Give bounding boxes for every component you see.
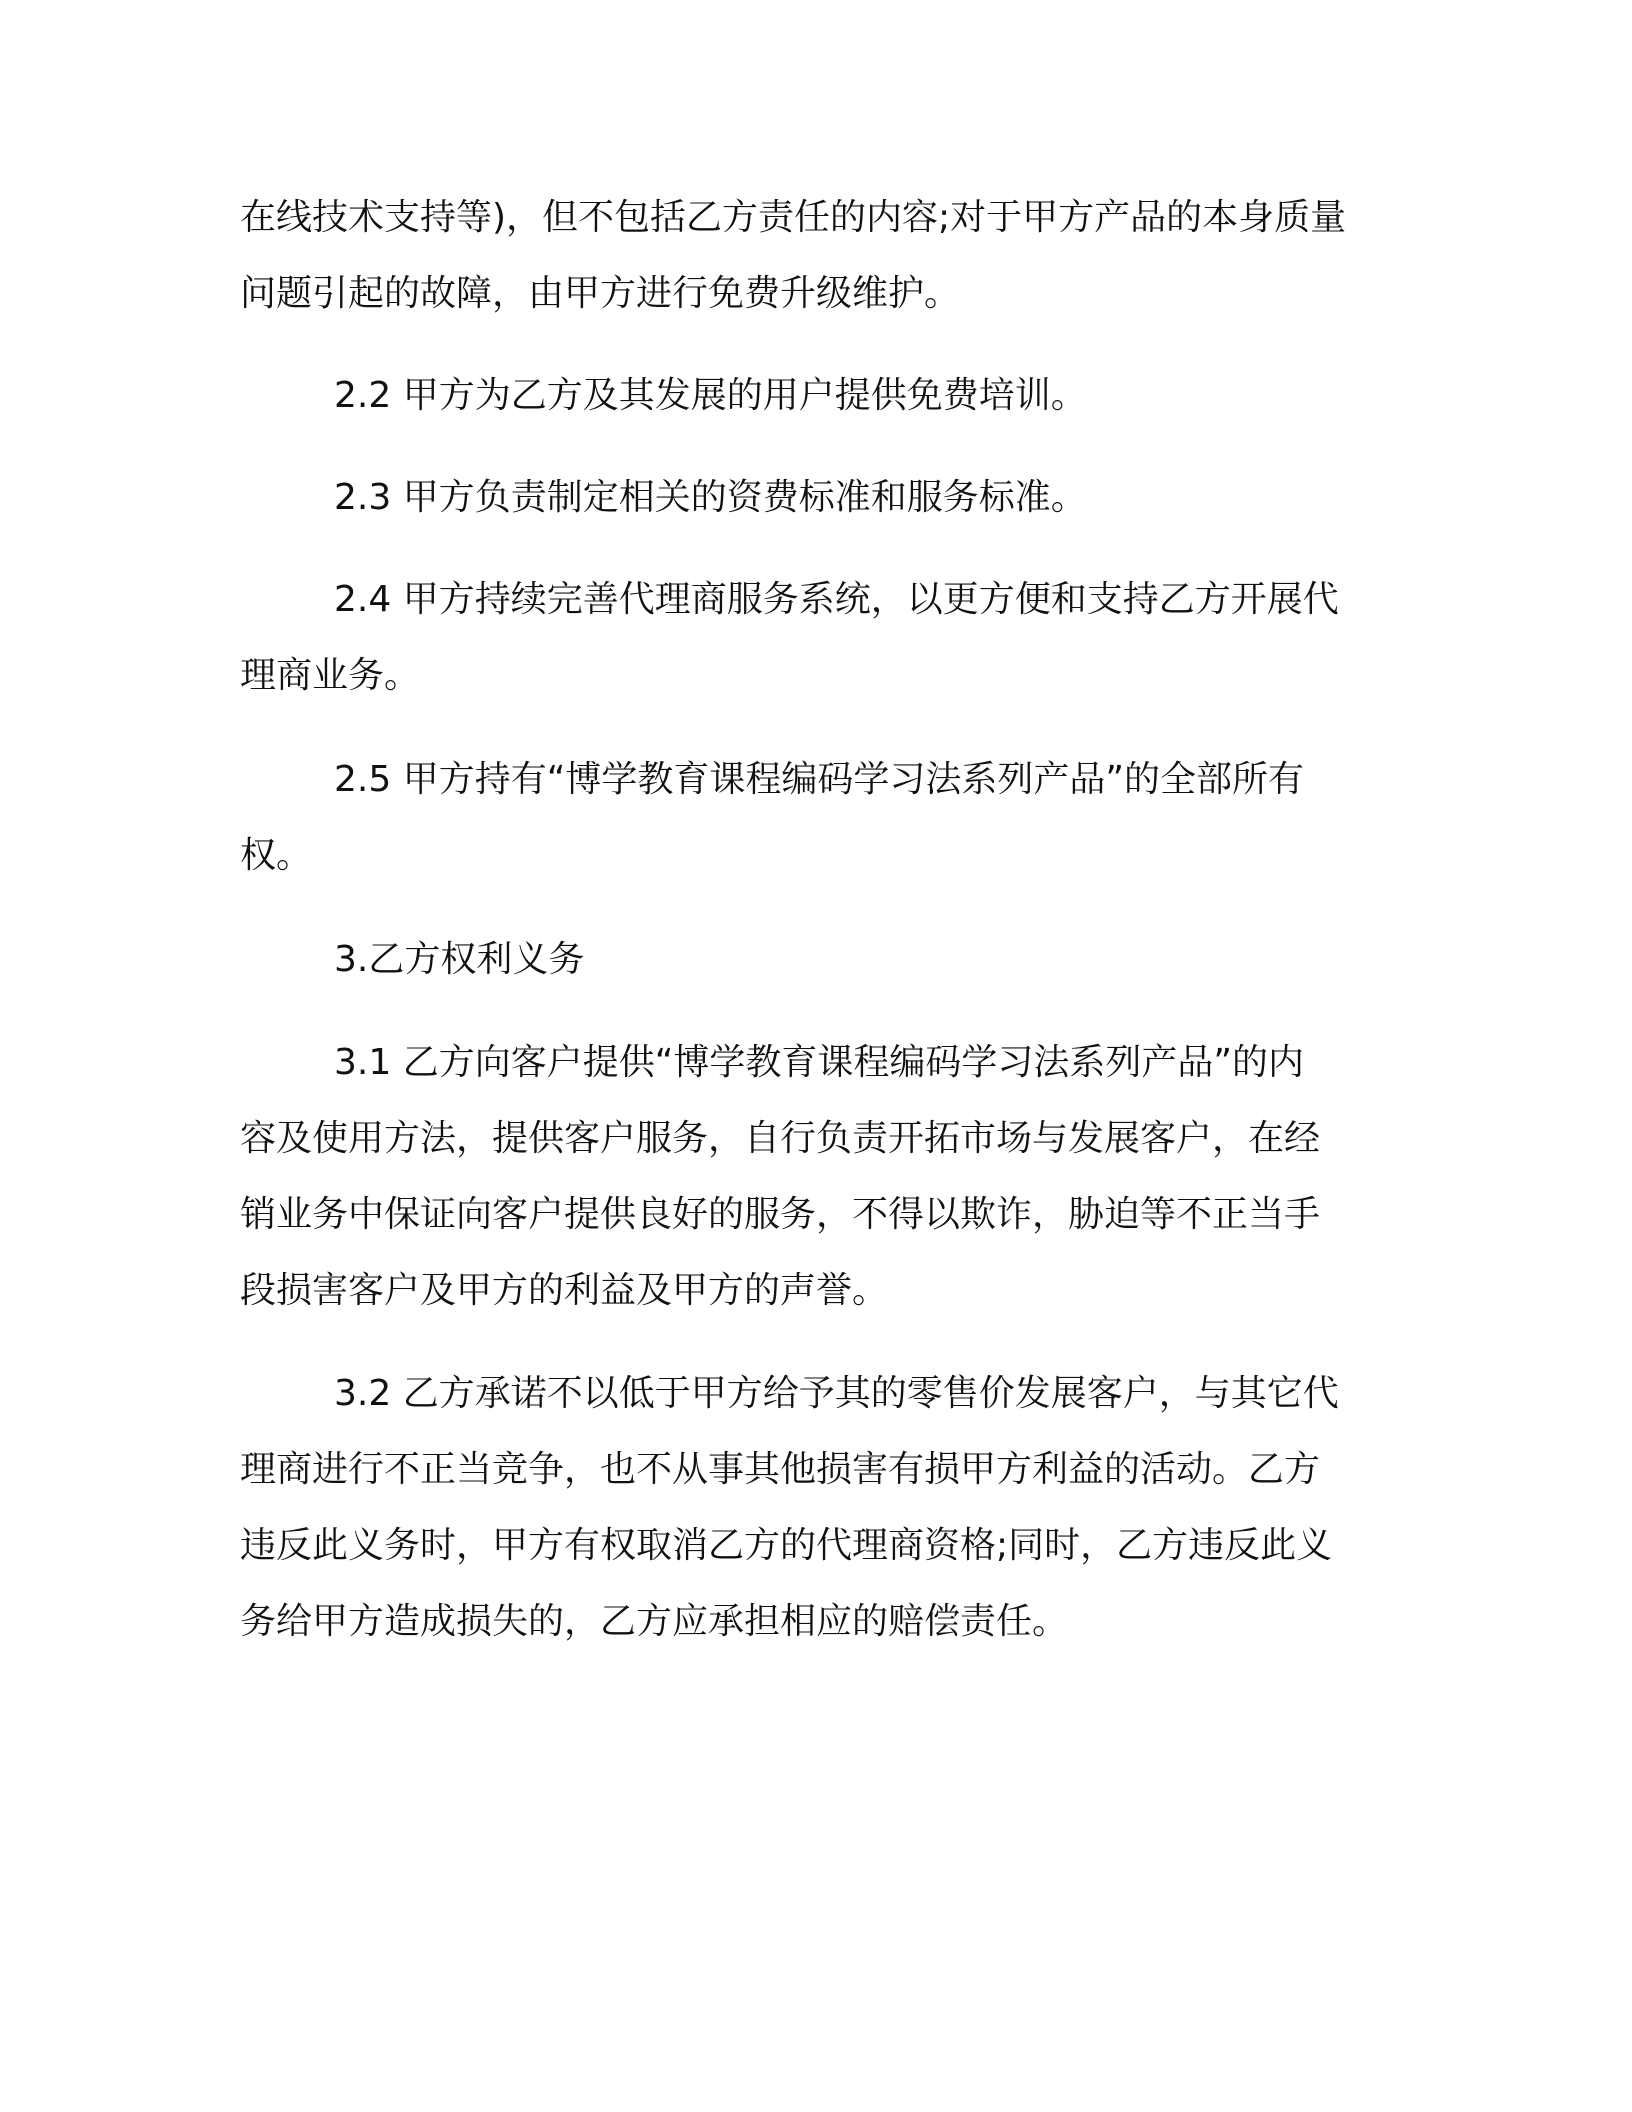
text-line: 3.乙方权利义务 [334, 939, 585, 980]
text-line: 务给甲方造成损失的，乙方应承担相应的赔偿责任。 [240, 1601, 1069, 1642]
paragraph-2-2 [240, 358, 1392, 434]
paragraph-2-4 [240, 562, 1392, 714]
text-line: 段损害客户及甲方的利益及甲方的声誉。 [240, 1270, 889, 1311]
text-line: 容及使用方法，提供客户服务，自行负责开拓市场与发展客户，在经 [240, 1118, 1321, 1159]
text-line: 2.3 甲方负责制定相关的资费标准和服务标准。 [334, 477, 1087, 518]
text-line: 问题引起的故障，由甲方进行免费升级维护。 [240, 273, 961, 314]
text-line: 理商进行不正当竞争，也不从事其他损害有损甲方利益的活动。乙方 [240, 1449, 1321, 1490]
paragraph-3-2 [240, 1356, 1392, 1660]
section-heading-3 [240, 922, 1392, 998]
text-line: 在线技术支持等)，但不包括乙方责任的内容;对于甲方产品的本身质量 [240, 197, 1347, 238]
text-line: 3.2 乙方承诺不以低于甲方给予其的零售价发展客户，与其它代 [334, 1373, 1339, 1414]
paragraph-2-5 [240, 742, 1392, 894]
text-line: 2.4 甲方持续完善代理商服务系统，以更方便和支持乙方开展代 [334, 579, 1339, 620]
text-line: 2.2 甲方为乙方及其发展的用户提供免费培训。 [334, 375, 1087, 416]
paragraph-continuation [240, 180, 1392, 332]
text-line: 3.1 乙方向客户提供“博学教育课程编码学习法系列产品”的内 [334, 1042, 1304, 1083]
text-line: 理商业务。 [240, 655, 421, 696]
text-line: 2.5 甲方持有“博学教育课程编码学习法系列产品”的全部所有 [334, 759, 1304, 800]
text-line: 违反此义务时，甲方有权取消乙方的代理商资格;同时，乙方违反此义 [240, 1525, 1333, 1566]
text-line: 权。 [240, 835, 313, 876]
paragraph-3-1 [240, 1025, 1392, 1329]
paragraph-2-3 [240, 460, 1392, 536]
text-line: 销业务中保证向客户提供良好的服务，不得以欺诈，胁迫等不正当手 [240, 1194, 1321, 1235]
